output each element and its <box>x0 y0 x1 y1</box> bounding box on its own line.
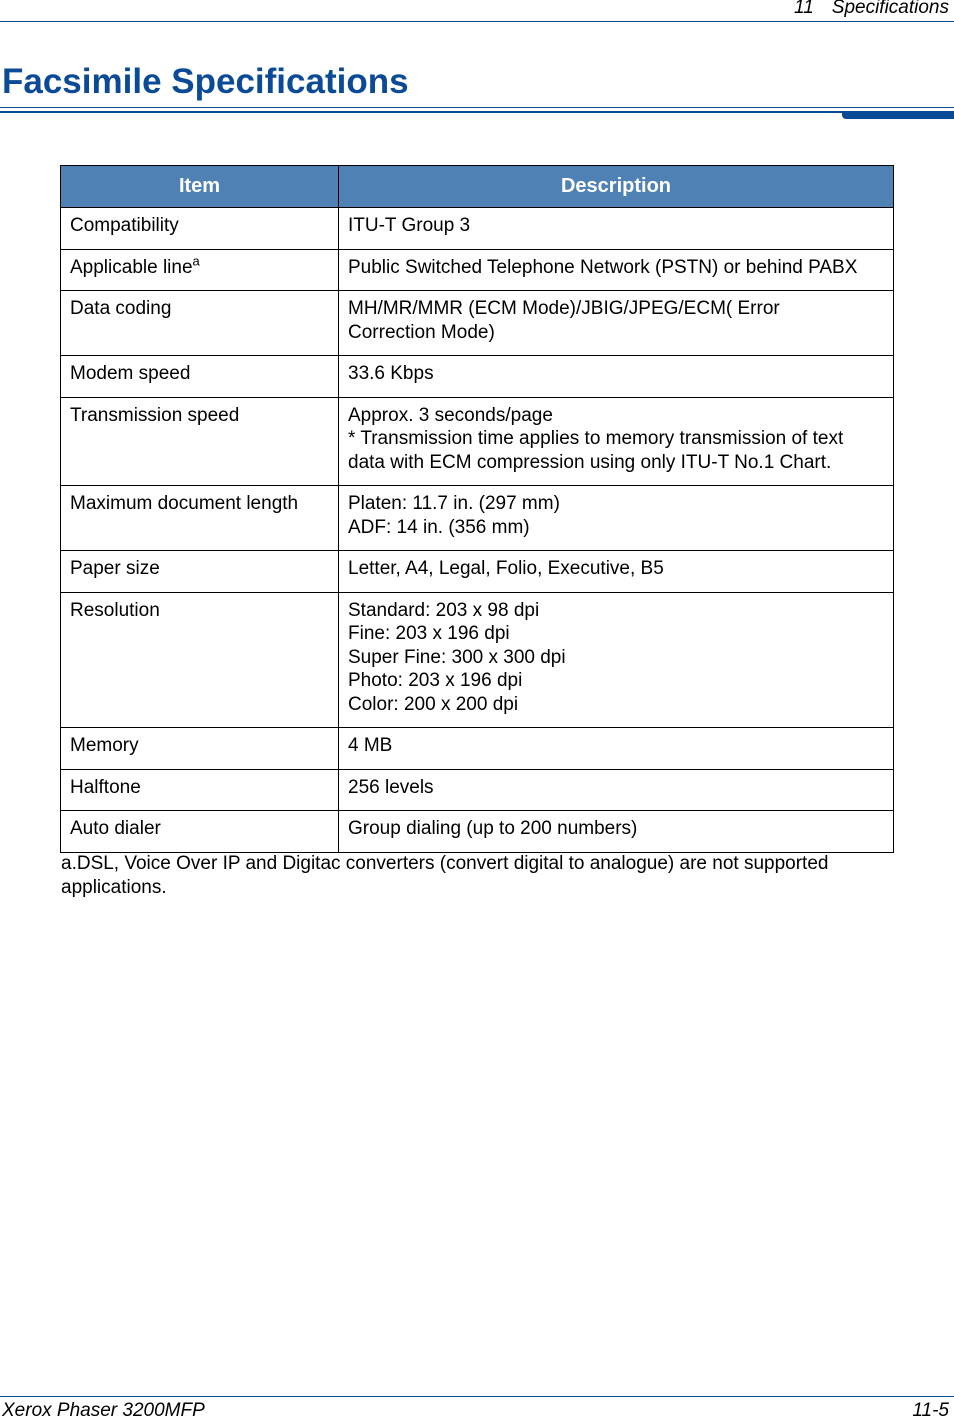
item-label: Compatibility <box>70 215 179 236</box>
description-line: 33.6 Kbps <box>348 363 434 384</box>
page-title: Facsimile Specifications <box>2 62 409 101</box>
description-line: Platen: 11.7 in. (297 mm) <box>348 493 560 514</box>
description-line: data with ECM compression using only ITU-T No.1 Chart. <box>348 451 832 473</box>
item-cell <box>61 551 339 593</box>
item-label: Auto dialer <box>70 818 161 839</box>
table-row <box>61 728 894 770</box>
description-cell <box>339 486 894 551</box>
footer-page-number: 11-5 <box>912 1400 949 1421</box>
title-rule-thick <box>0 111 954 113</box>
description-line: MH/MR/MMR (ECM Mode)/JBIG/JPEG/ECM( Error <box>348 298 780 319</box>
description-line: Photo: 203 x 196 dpi <box>348 670 523 691</box>
item-cell <box>61 811 339 853</box>
item-label: Memory <box>70 735 139 756</box>
description-line: Public Switched Telephone Network (PSTN) or behind PABX <box>348 256 858 278</box>
table-row <box>61 811 894 853</box>
running-header <box>776 0 949 19</box>
table-row <box>61 592 894 728</box>
description-line: 256 levels <box>348 776 434 798</box>
item-cell <box>61 291 339 356</box>
description-line: Correction Mode) <box>348 321 495 343</box>
description-line: Super Fine: 300 x 300 dpi <box>348 646 566 668</box>
table-row <box>61 208 894 250</box>
description-cell <box>339 208 894 250</box>
item-cell <box>61 728 339 770</box>
chapter-number: 11 <box>794 0 814 18</box>
description-line: Approx. 3 seconds/page <box>348 404 553 426</box>
item-label: Data coding <box>70 298 172 319</box>
footer-product: Xerox Phaser 3200MFP <box>2 1400 205 1421</box>
item-label: Maximum document length <box>70 493 299 514</box>
item-cell <box>61 356 339 398</box>
description-line: Fine: 203 x 196 dpi <box>348 623 510 644</box>
item-label: Applicable line <box>70 256 193 278</box>
title-rule <box>0 107 954 108</box>
description-cell <box>339 356 894 398</box>
item-cell <box>61 249 339 291</box>
item-label: Resolution <box>70 599 160 621</box>
footnote: a.DSL, Voice Over IP and Digitac converters (convert digital to analogue) are not supported applications. <box>61 853 829 898</box>
title-tab-decoration <box>842 113 954 119</box>
description-line: ADF: 14 in. (356 mm) <box>348 516 530 538</box>
description-line: 4 MB <box>348 735 393 756</box>
specifications-table <box>60 165 894 853</box>
item-label: Halftone <box>70 776 141 798</box>
description-cell <box>339 551 894 593</box>
table-row <box>61 769 894 811</box>
description-cell <box>339 769 894 811</box>
description-line: Standard: 203 x 98 dpi <box>348 599 540 621</box>
description-cell <box>339 811 894 853</box>
item-label: Modem speed <box>70 363 191 384</box>
chapter-title: Specifications <box>831 0 949 18</box>
table-row <box>61 291 894 356</box>
description-line: Letter, A4, Legal, Folio, Executive, B5 <box>348 558 664 579</box>
item-cell <box>61 397 339 486</box>
table-row <box>61 356 894 398</box>
description-cell <box>339 249 894 291</box>
item-label: Paper size <box>70 558 160 579</box>
table-row <box>61 551 894 593</box>
description-line: Color: 200 x 200 dpi <box>348 693 519 715</box>
footer-rule <box>0 1396 954 1397</box>
column-header-description: Description <box>339 166 894 208</box>
description-cell <box>339 397 894 486</box>
description-cell <box>339 291 894 356</box>
description-line: Group dialing (up to 200 numbers) <box>348 818 638 839</box>
column-header-item: Item <box>61 166 339 208</box>
table-row <box>61 249 894 291</box>
header-rule <box>0 21 954 22</box>
item-label: Transmission speed <box>70 404 240 426</box>
table-row <box>61 486 894 551</box>
description-line: ITU-T Group 3 <box>348 215 471 236</box>
item-cell <box>61 208 339 250</box>
item-cell <box>61 592 339 728</box>
description-cell <box>339 728 894 770</box>
item-cell <box>61 769 339 811</box>
table-row <box>61 397 894 486</box>
description-cell <box>339 592 894 728</box>
description-line: * Transmission time applies to memory transmission of text <box>348 428 844 449</box>
footnote-marker: a <box>192 253 200 269</box>
item-cell <box>61 486 339 551</box>
